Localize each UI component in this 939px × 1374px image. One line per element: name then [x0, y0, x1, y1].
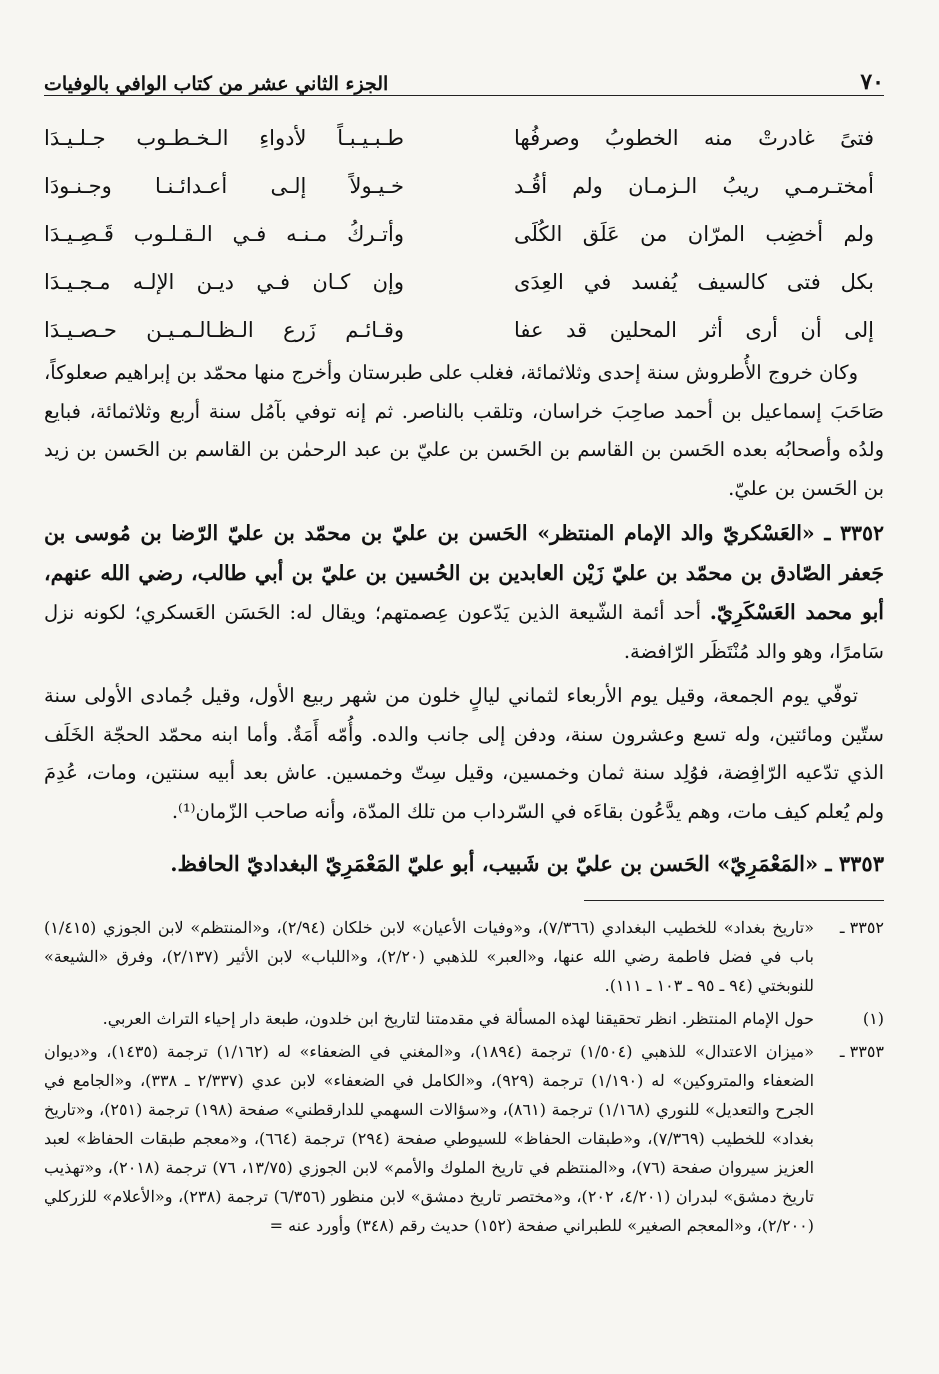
footnote-text: «تاريخ بغداد» للخطيب البغدادي (٧/٣٦٦)، و«وفيات الأعيان» لابن خلكان (٢/٩٤)، و«المنتظم» لابن الجوزي (١/٤١٥) باب في فضل فاطمة رضي الله عنها، و«العبر» للذهبي (٢/٢٠)، و«اللباب» لابن الأثير (٢/١٣٧)، وفرق «الشيعة» للنوبختي (٩٤ ـ ٩٥ ـ ١٠٣ ـ ١١١). — [44, 917, 815, 995]
poem-verse — [44, 210, 874, 258]
poem-verse — [44, 114, 874, 162]
verse-second-hemistich: طـبـيـبـاً لأدواءِ الـخـطـوب جـلـيـدَا — [44, 126, 404, 150]
footnote — [44, 913, 884, 1000]
poem-verse — [44, 306, 874, 354]
poem-verse — [44, 258, 874, 306]
poem-verse — [44, 162, 874, 210]
header-title: الجزء الثاني عشر من كتاب الوافي بالوفيات — [44, 73, 389, 95]
footnote-separator — [584, 900, 884, 901]
footnote-text: حول الإمام المنتظر. انظر تحقيقنا لهذه المسألة في مقدمتنا لتاريخ ابن خلدون، طبعة دار إحياء التراث العربي. — [102, 1008, 814, 1028]
biography-entry-3353: ٣٣٥٣ ـ «المَعْمَرِيّ» الحَسن بن عليّ بن شَبيب، أبو عليّ المَعْمَرِيّ البغداديّ الحافظ. — [170, 851, 884, 876]
verse-first-hemistich: ولم أخضِب المرّان من عَلَق الكُلَى — [514, 222, 874, 246]
verse-second-hemistich: خـيـولاً إلـى أعـدائـنـا وجـنـودَا — [44, 174, 404, 198]
verse-first-hemistich: إلى أن أرى أثر المحلين قد عفا — [514, 318, 874, 342]
entry-heading: ٣٣٥٢ ـ «العَسْكريّ والد الإمام المنتظر» الحَسن بن عليّ بن محمّد بن عليّ الرّضا بن مُوسى بن جَعفر الصّادق بن محمّد بن عليّ زَيْن العابدين بن الحُسين بن عليّ بن أبي طالب، رضي الله عنهم، أبو محمد العَسْكَرِيّ. — [44, 521, 884, 624]
poem — [44, 114, 874, 354]
footnote — [44, 1004, 884, 1033]
entry-text: أحد أئمة الشّيعة الذين يَدّعون عِصمتهم؛ ويقال له: الحَسَن العَسكري؛ لكونه نزل سَامرًا، وهو والد مُنْتَظَر الرّافضة. — [44, 601, 884, 663]
verse-second-hemistich: وأتـركُ مـنـه فـي الـقـلـوب قَـصِـيـدَا — [44, 222, 404, 246]
footnote-number: ٣٣٥٢ ـ — [839, 917, 884, 937]
book-page — [44, 55, 884, 1244]
body-paragraph: وكان خروج الأُطروش سنة إحدى وثلاثمائة، فغلب على طبرستان وأخرج منها محمّد بن إبراهيم صعلوكاً، صَاحَبَ إسماعيل بن أحمد صاحِبَ خراسان، وتلقب بالناصر. ثم إنه توفي بآمُل سنة أربع وثلاثمائة، فبايع ولدُه وأصحابُه بعده الحَسن بن القاسم بن الحَسن بن عليّ بن عبد الرحمٰن بن القاسم بن الحَسن بن زيد بن الحَسن بن عليّ. — [44, 361, 884, 500]
running-header — [44, 55, 884, 96]
footnote-number: ٣٣٥٣ ـ — [839, 1041, 884, 1061]
biography-entry-3352 — [44, 514, 884, 671]
verse-second-hemistich: وقـائـم زَرع الـظـالـمـيـن حـصـيـدَا — [44, 318, 404, 342]
verse-first-hemistich: فتىً غادرتْ منه الخطوبُ وصرفُها — [514, 126, 874, 150]
verse-first-hemistich: بكل فتى كالسيف يُفسد في العِدَى — [514, 270, 874, 294]
verse-first-hemistich: أمختـرمـي ريبُ الـزمـان ولم أقُـد — [514, 174, 874, 198]
footnote-text: «ميزان الاعتدال» للذهبي (١/٥٠٤) ترجمة (١٨٩٤)، و«المغني في الضعفاء» له (١/١٦٢) ترجمة (١٤٣٥)، و«ديوان الضعفاء والمتروكين» له (١/١٩٠) ترجمة (٩٢٩)، و«الكامل في الضعفاء» لابن عدي (٢/٣٣٧ ـ ٣٣٨)، و«الجامع في الجرح والتعديل» للنوري (١/١٦٨) ترجمة (٨٦١)، و«سؤالات السهمي للدارقطني» صفحة (١٩٨) ترجمة (٢٥١)، و«تاريخ بغداد» للخطيب (٧/٣٦٩)، و«طبقات الحفاظ» للسيوطي صفحة (٢٩٤) ترجمة (٦٦٤)، و«معجم طبقات الحفاظ» لعبد العزيز سيروان صفحة (٧٦)، و«المنتظم في تاريخ الملوك والأمم» لابن الجوزي (١٣/٧٥، ٧٦) ترجمة (٢٠١٨)، و«تهذيب تاريخ دمشق» لبدران (٤/٢٠١، ٢٠٢)، و«مختصر تاريخ دمشق» لابن منظور (٦/٣٥٦) ترجمة (٢٣٨)، و«الأعلام» للزركلي (٢/٢٠٠)، و«المعجم الصغير» للطبراني صفحة (١٥٢) حديث رقم (٣٤٨) وأورد عنه = — [44, 1041, 815, 1235]
body-paragraph: توفّي يوم الجمعة، وقيل يوم الأربعاء لثماني ليالٍ خلون من شهر ربيع الأول، وقيل جُمادى الأولى سنة ستّين ومائتين، وله تسع وعشرون سنة، ودفن إلى جانب والده. وأُمّه أَمَةٌ. وأما ابنه محمّد الحجّة الخَلَف الذي تدّعيه الرّافِضة، فوُلِد سنة ثمان وخمسين، وقيل سِتّ وخمسين. عاش بعد أبيه سنتين، ومات، عُدِمَ ولم يُعلم كيف مات، وهم يدَّعُون بقاءَه في السّرداب من تلك المدّة، وأنه صاحب الزّمان⁽¹⁾. — [44, 684, 884, 823]
verse-second-hemistich: وإن كـان فـي ديـن الإلـه مـجـيـدَا — [44, 270, 404, 294]
page-number: ٧٠ — [860, 69, 884, 95]
footnote — [44, 1037, 884, 1240]
footnote-number: (١) — [862, 1008, 884, 1028]
